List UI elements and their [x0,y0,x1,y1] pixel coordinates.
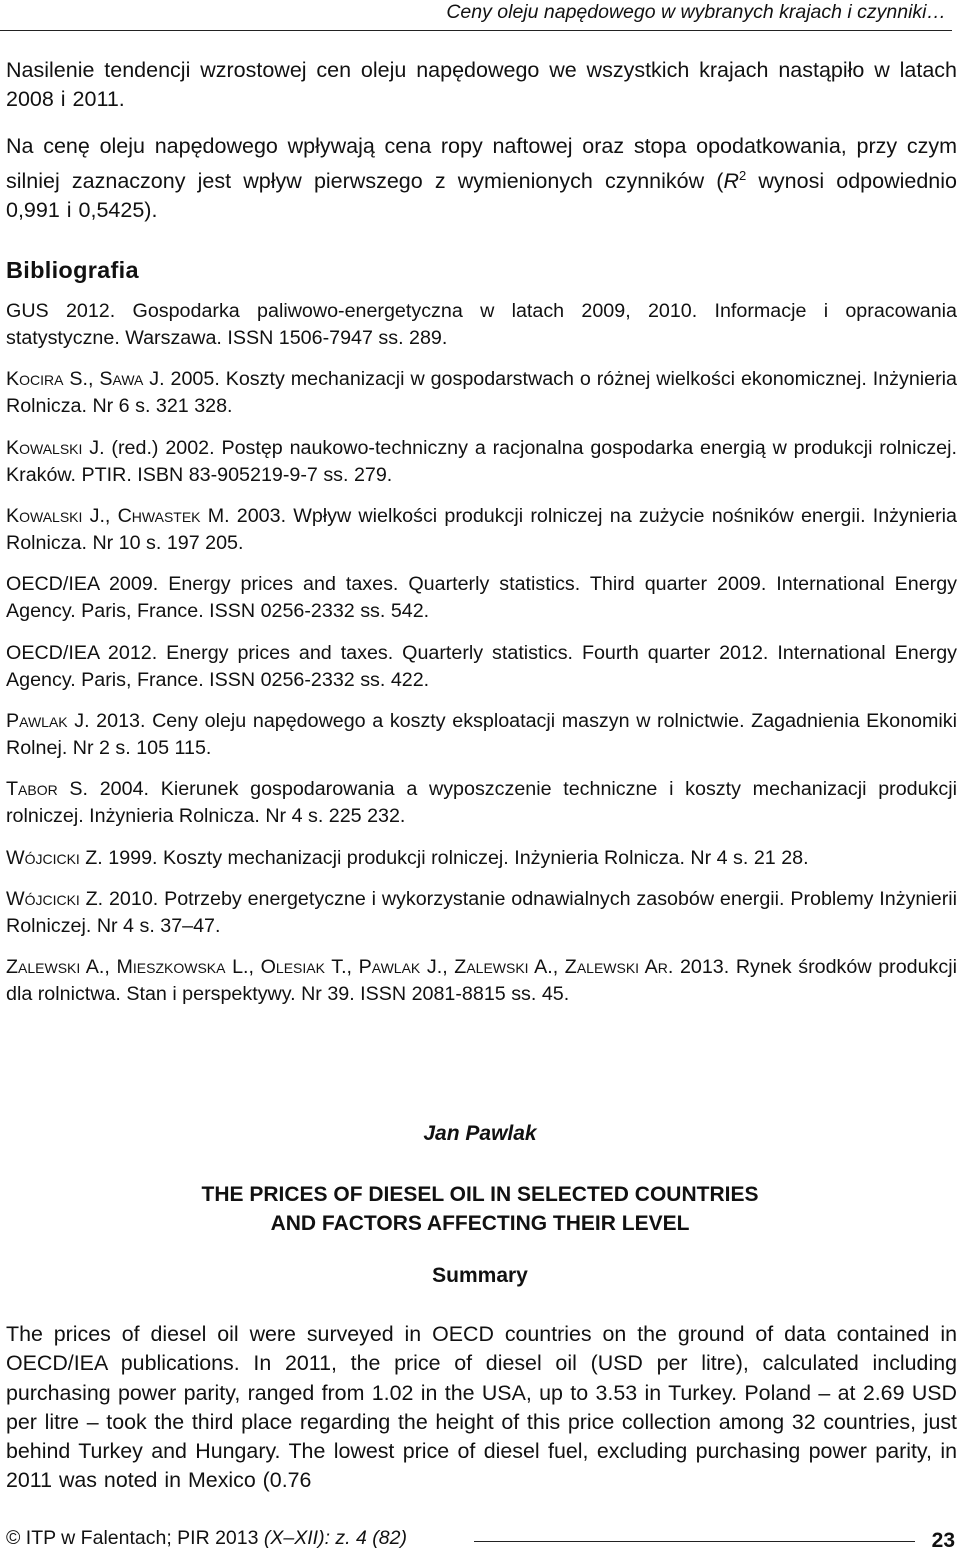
article-body [6,56,957,1022]
english-title [0,1180,960,1238]
conclusion-paragraph-1: Nasilenie tendencji wzrostowej cen oleju napędowego we wszystkich krajach nastąpiło w latach 2008 i 2011. [6,58,957,111]
reference-item: OECD/IEA 2012. Energy prices and taxes. Quarterly statistics. Fourth quarter 2012. International Energy Agency. Paris, France. ISSN 0256-2332 ss. 422. [6,641,957,691]
reference-authors: Kowalski J., Chwastek M. [6,505,230,528]
reference-item: Kocira S., Sawa J. 2005. Koszty mechanizacji w gospodarstwach o różnej wielkości ekonomicznej. Inżynieria Rolnicza. Nr 6 s. 321 328. [6,368,958,418]
reference-item: Wójcicki Z. 1999. Koszty mechanizacji produkcji rolniczej. Inżynieria Rolnicza. Nr 4 s. 21 28. [6,846,809,869]
page-number: 23 [931,1529,955,1552]
reference-authors: Zalewski A., Mieszkowska L., Olesiak T., Pawlak J., Zalewski A., Zalewski Ar. [6,956,674,979]
reference-authors: Kowalski J. [6,436,105,459]
running-header [0,0,952,31]
footer-divider [474,1541,915,1542]
reference-authors: Pawlak J. [6,709,90,732]
reference-authors: Wójcicki Z. [6,846,103,869]
conclusion-paragraph-2: Na cenę oleju napędowego wpływają cena ropy naftowej oraz stopa opodatkowania, przy czym silniej zaznaczony jest wpływ pierwszego z wymienionych czynników ($R^2$ wynosi odpowiednio 0,991 i 0,5425). [6,134,957,223]
summary-text: The prices of diesel oil were surveyed in OECD countries on the ground of data contained in OECD/IEA publications. In 2011, the price of diesel oil (USD per litre), calculated including purchasing power parity, ranged from 1.02 in the USA, up to 3.53 in Turkey. Poland – at 2.69 USD per litre – took the third place regarding the height of this price collection among 32 countries, just behind Turkey and Hungary. The lowest price of diesel fuel, excluding purchasing power parity, in 2011 was noted in Mexico (0.76 [6,1322,957,1493]
footer-publisher: © ITP w Falentach; PIR 2013 (X–XII): z. 4 (82) [6,1527,407,1549]
reference-item: OECD/IEA 2009. Energy prices and taxes. Quarterly statistics. Third quarter 2009. International Energy Agency. Paris, France. ISSN 0256-2332 ss. 542. [6,573,957,623]
page-footer [6,1527,957,1557]
reference-item: Pawlak J. 2013. Ceny oleju napędowego a koszty eksploatacji maszyn w rolnictwie. Zagadnienia Ekonomiki Rolnej. Nr 2 s. 105 115. [6,709,957,759]
reference-item: Tabor S. 2004. Kierunek gospodarowania a wyposzczenie techniczne i koszty mechanizacji produkcji rolniczej. Inżynieria Rolnicza. Nr 4 s. 225 232. [6,778,957,828]
reference-list [6,298,957,1008]
reference-item: Zalewski A., Mieszkowska L., Olesiak T., Pawlak J., Zalewski A., Zalewski Ar. 2013. Rynek środków produkcji dla rolnictwa. Stan i perspektywy. Nr 39. ISSN 2081-8815 ss. 45. [6,956,957,1006]
reference-item: Kowalski J., Chwastek M. 2003. Wpływ wielkości produkcji rolniczej na zużycie nośników energii. Inżynieria Rolnicza. Nr 10 s. 197 205. [6,505,957,555]
footer-issue: (X–XII): z. 4 (82) [263,1527,407,1549]
reference-item: Wójcicki Z. 2010. Potrzeby energetyczne i wykorzystanie odnawialnych zasobów energii. Problemy Inżynierii Rolniczej. Nr 4 s. 37–47. [6,887,957,937]
reference-item: Kowalski J. (red.) 2002. Postęp naukowo-techniczny a racjonalna gospodarka energią w produkcji rolniczej. Kraków. PTIR. ISBN 83-905219-9-7 ss. 279. [6,436,957,486]
reference-authors: Tabor S. [6,778,89,801]
summary-heading: Summary [432,1264,528,1287]
english-author: Jan Pawlak [423,1122,537,1145]
running-header-title: Ceny oleju napędowego w wybranych krajach i czynniki… [446,1,946,23]
bibliography-heading: Bibliografia [6,257,139,284]
reference-authors: Kocira S., Sawa J. [6,368,165,391]
reference-authors: Wójcicki Z. [6,887,104,910]
english-title-line-2: AND FACTORS AFFECTING THEIR LEVEL [270,1212,690,1235]
reference-item: GUS 2012. Gospodarka paliwowo-energetyczna w latach 2009, 2010. Informacje i opracowania statystyczne. Warszawa. ISSN 1506-7947 ss. 289. [6,300,957,350]
english-title-line-1: THE PRICES OF DIESEL OIL IN SELECTED COUNTRIES [201,1183,759,1206]
